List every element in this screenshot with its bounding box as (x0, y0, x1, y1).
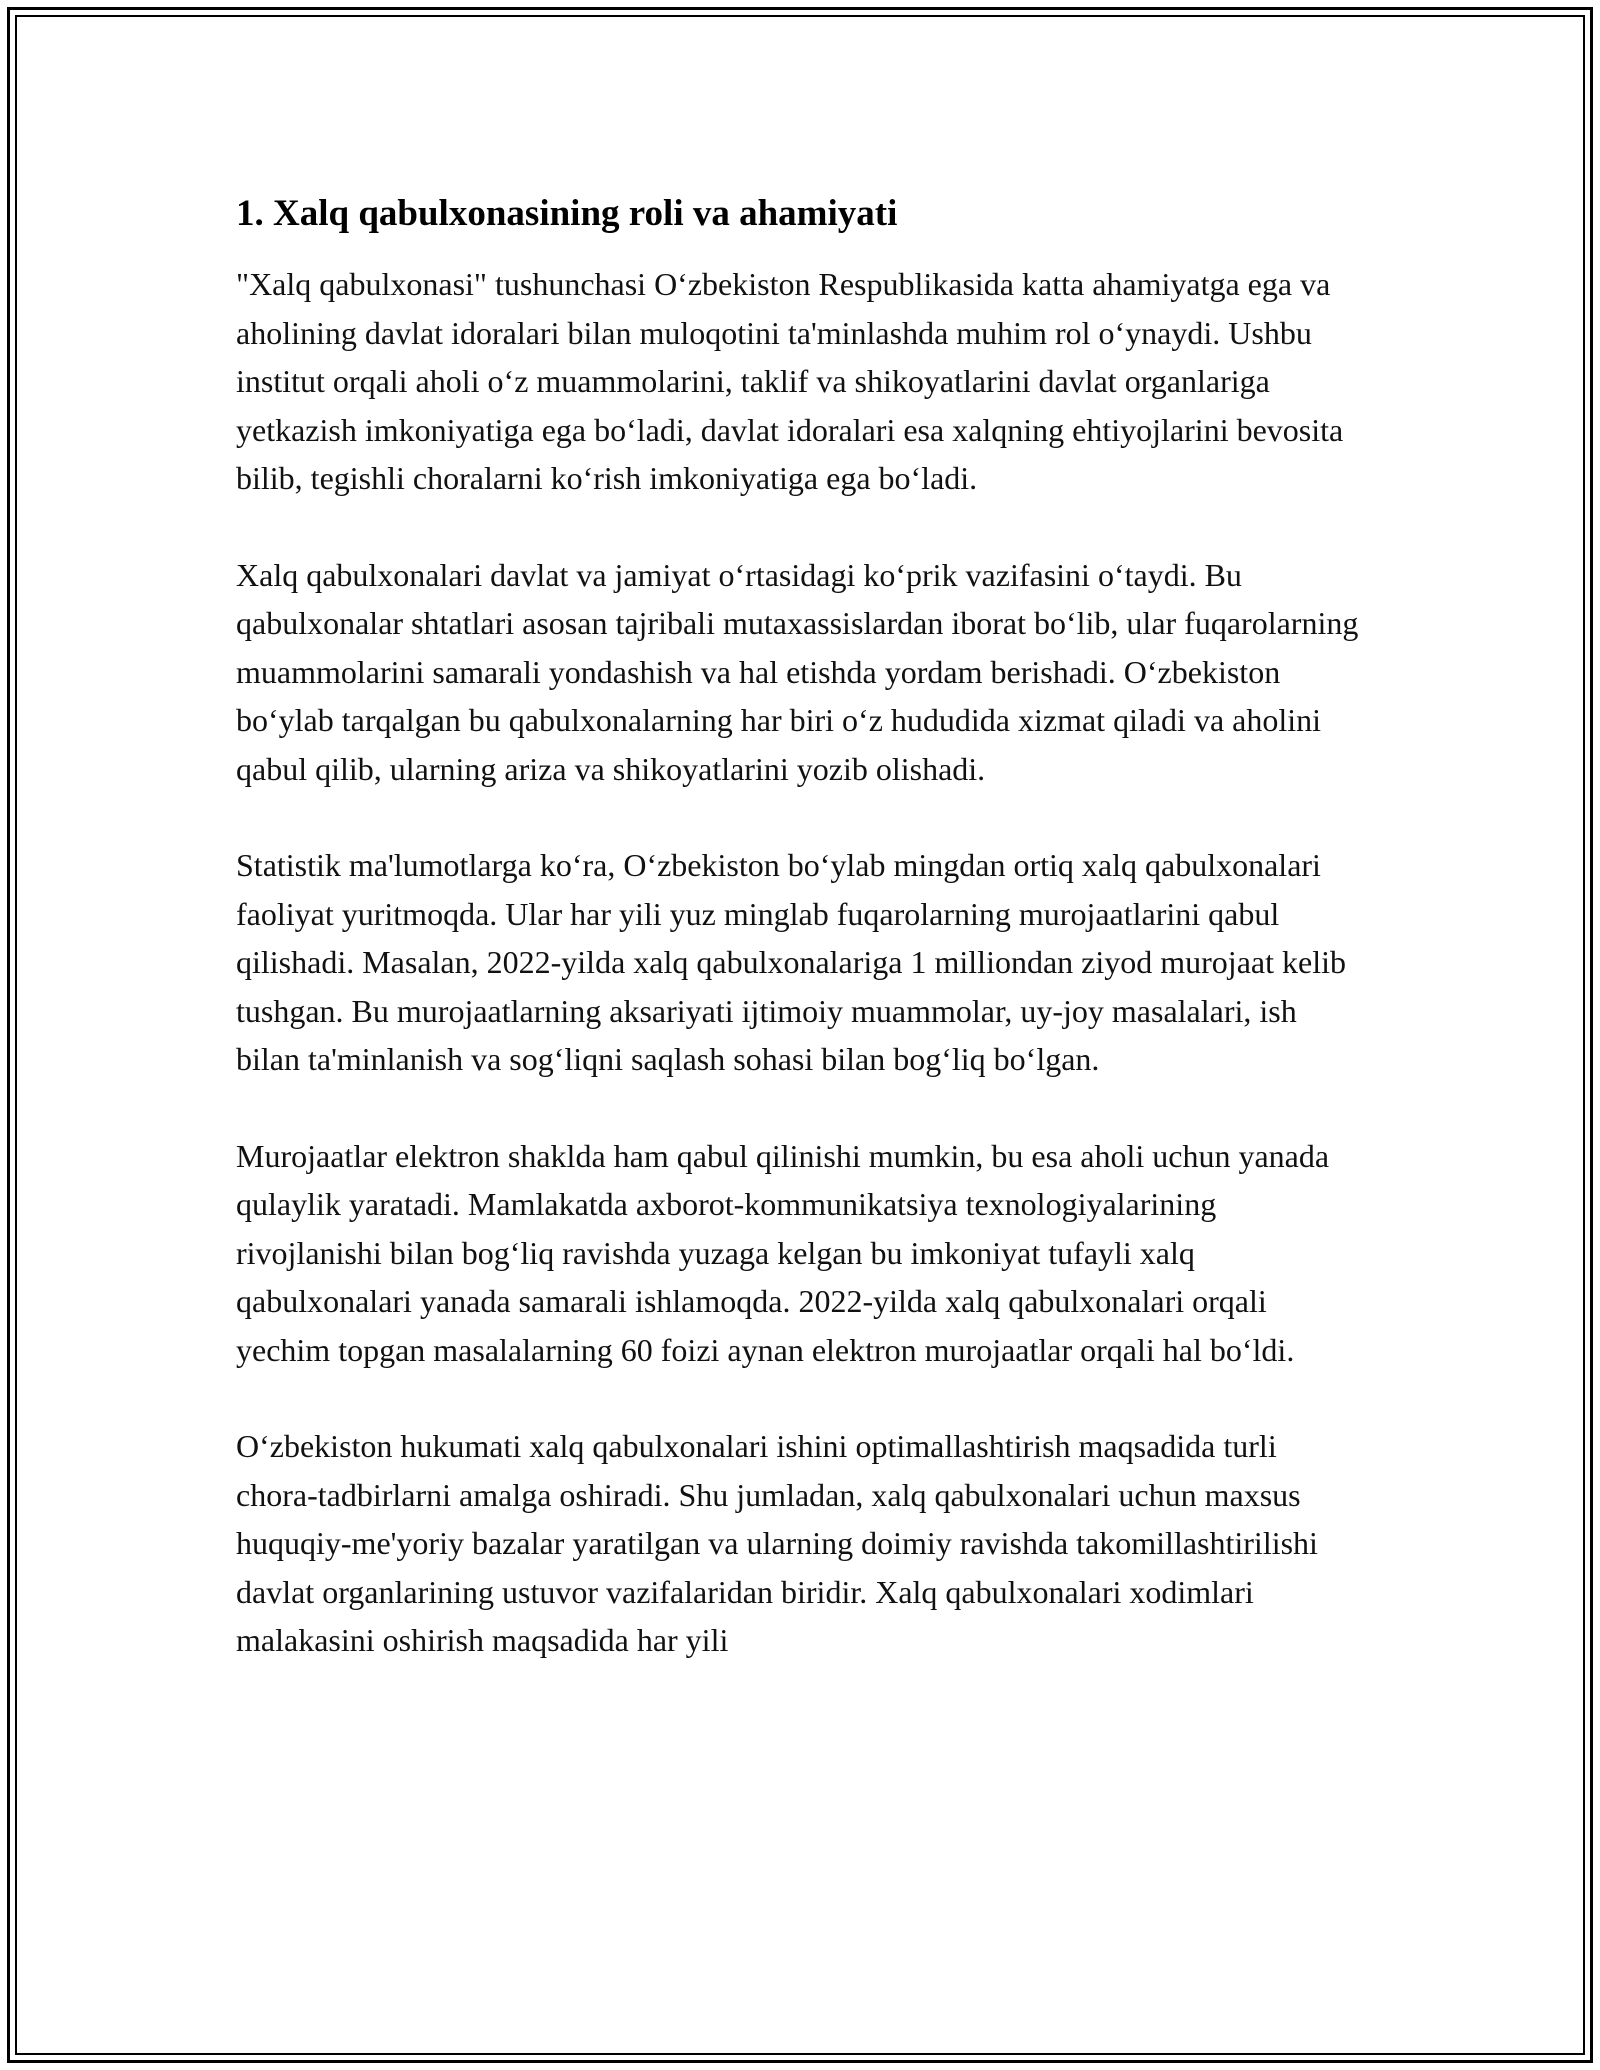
paragraph-1: "Xalq qabulxonasi" tushunchasi O‘zbekiston Respublikasida katta ahamiyatga ega va aholining davlat idoralari bilan muloqotini ta'minlashda muhim rol o‘ynaydi. Ushbu institut orqali aholi o‘z muammolarini, taklif va shikoyatlarini davlat organlariga yetkazish imkoniyatiga ega bo‘ladi, davlat idoralari esa xalqning ehtiyojlarini bevosita bilib, tegishli choralarni ko‘rish imkoniyatiga ega bo‘ladi. (236, 266, 1344, 496)
paragraph-4: Murojaatlar elektron shaklda ham qabul qilinishi mumkin, bu esa aholi uchun yanada qulaylik yaratadi. Mamlakatda axborot-kommunikatsiya texnologiyalarining rivojlanishi bilan bog‘liq ravishda yuzaga kelgan bu imkoniyat tufayli xalq qabulxonalari yanada samarali ishlamoqda. 2022-yilda xalq qabulxonalari orqali yechim topgan masalalarning 60 foizi aynan elektron murojaatlar orqali hal bo‘ldi. (236, 1137, 1330, 1368)
document-body (236, 186, 1364, 1713)
section-heading: 1. Xalq qabulxonasining roli va ahamiyati (236, 193, 898, 234)
paragraph-5: O‘zbekiston hukumati xalq qabulxonalari ishini optimallashtirish maqsadida turli chora-tadbirlarni amalga oshiradi. Shu jumladan, xalq qabulxonalari uchun maxsus huquqiy-me'yoriy bazalar yaratilgan va ularning doimiy ravishda takomillashtirilishi davlat organlarining ustuvor vazifalaridan biridir. Xalq qabulxonalari xodimlari malakasini oshirish maqsadida har yili (236, 1428, 1318, 1658)
paragraph-2: Xalq qabulxonalari davlat va jamiyat o‘rtasidagi ko‘prik vazifasini o‘taydi. Bu qabulxonalar shtatlari asosan tajribali mutaxassislardan iborat bo‘lib, ular fuqarolarning muammolarini samarali yondashish va hal etishda yordam berishadi. O‘zbekiston bo‘ylab tarqalgan bu qabulxonalarning har biri o‘z hududida xizmat qiladi va aholini qabul qilib, ularning ariza va shikoyatlarini yozib olishadi. (236, 556, 1359, 787)
paragraph-3: Statistik ma'lumotlarga ko‘ra, O‘zbekiston bo‘ylab mingdan ortiq xalq qabulxonalari faoliyat yuritmoqda. Ular har yili yuz minglab fuqarolarning murojaatlarini qabul qilishadi. Masalan, 2022-yilda xalq qabulxonalariga 1 milliondan ziyod murojaat kelib tushgan. Bu murojaatlarning aksariyati ijtimoiy muammolar, uy-joy masalalari, ish bilan ta'minlanish va sog‘liqni saqlash sohasi bilan bog‘liq bo‘lgan. (236, 847, 1346, 1077)
